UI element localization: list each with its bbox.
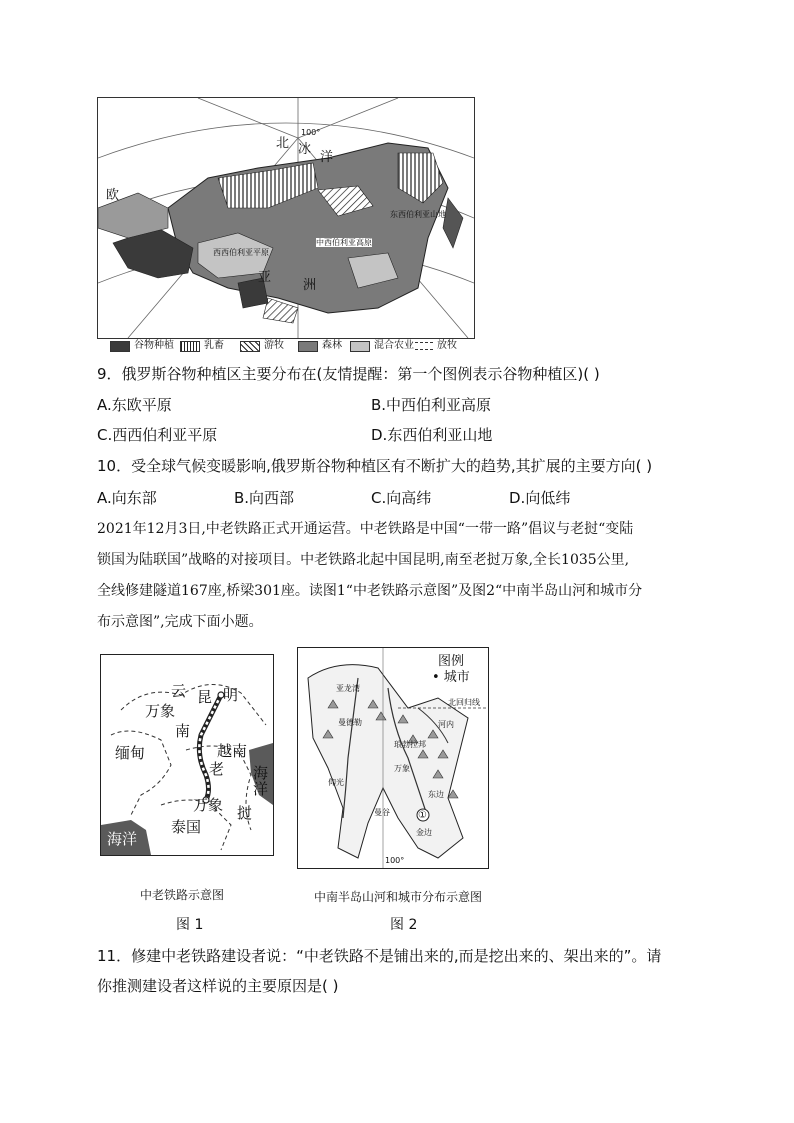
fig2-tropic-label: 北回归线: [448, 698, 480, 707]
fig1-label-nan: 南: [175, 722, 191, 740]
figure-2-caption: 中南半岛山河和城市分布示意图: [314, 890, 483, 904]
fig1-label-lao: 老: [209, 760, 225, 778]
figure-1-caption: 中老铁路示意图: [140, 888, 225, 902]
q11-line-2: 你推测建设者这样说的主要原因是( ): [97, 977, 339, 995]
nomadic-swatch-icon: [240, 341, 260, 352]
fig2-city: 河内: [438, 720, 454, 729]
figure-1-label: 图 1: [176, 917, 204, 933]
fig2-city: 金边: [416, 828, 432, 837]
fig2-lon-label: 100°: [385, 856, 405, 865]
fig2-city: 仰光: [328, 778, 344, 787]
fig1-label-yuenan: 越南: [217, 742, 248, 760]
q11-line-1: 11．修建中老铁路建设者说：“中老铁路不是铺出来的,而是挖出来的、架出来的”。请: [97, 947, 662, 965]
q9-option-d[interactable]: D.东西伯利亚山地: [371, 426, 493, 444]
fig2-city: 亚龙湾: [336, 684, 360, 693]
grazing-swatch-icon: [415, 342, 433, 350]
q10-option-b[interactable]: B.向西部: [234, 489, 295, 507]
label-bing: 冰: [298, 142, 312, 157]
label-bei: 北: [276, 136, 290, 151]
russia-map-legend: [110, 340, 470, 354]
legend-grazing: [415, 340, 457, 352]
q9-option-c[interactable]: C.西西伯利亚平原: [97, 426, 218, 444]
figure-1-railway-map: [100, 654, 274, 856]
fig1-label-kun: 昆: [197, 688, 213, 706]
fig1-label-haiyang-left: 海洋: [107, 830, 138, 848]
fig1-label-wanxiang: 万象: [193, 796, 224, 814]
russia-agriculture-map: [97, 97, 475, 339]
label-ya: 亚: [258, 270, 272, 285]
label-ou: 欧: [106, 188, 120, 203]
q10-option-a[interactable]: A.向东部: [97, 489, 157, 507]
passage-line-2: 锁国为陆联国”战略的对接项目。中老铁路北起中国昆明,南至老挝万象,全长1035公里,: [97, 552, 630, 568]
fig2-city: 东边: [428, 790, 444, 799]
fig1-label-wanxiang-top: 万象: [145, 702, 176, 720]
q9-option-a[interactable]: A.东欧平原: [97, 396, 172, 414]
label-lon: 100°: [301, 128, 321, 137]
legend-label: 谷物种植: [134, 340, 174, 351]
fig2-city: 曼德勒: [338, 718, 362, 727]
legend-mixed: [350, 340, 414, 352]
fig1-label-wo: 挝: [237, 804, 253, 822]
legend-label: 混合农业: [374, 340, 414, 351]
label-plateau: 中西伯利亚高原: [316, 238, 372, 247]
legend-forest: [298, 340, 342, 352]
figure-2-label: 图 2: [390, 917, 418, 933]
forest-swatch-icon: [298, 341, 318, 352]
legend-label: 森林: [322, 340, 342, 351]
legend-nomadic: [240, 340, 284, 352]
q9-option-b[interactable]: B.中西伯利亚高原: [371, 396, 492, 414]
dairy-swatch-icon: [180, 341, 200, 352]
label-east-mtn: 东西伯利亚山地: [390, 210, 446, 219]
q10-option-c[interactable]: C.向高纬: [371, 489, 432, 507]
fig2-city: 琅勃拉邦: [394, 740, 426, 749]
mixed-swatch-icon: [350, 341, 370, 352]
q10-question: 10．受全球气候变暖影响,俄罗斯谷物种植区有不断扩大的趋势,其扩展的主要方向( ): [97, 457, 653, 475]
fig1-label-yun: 云: [171, 682, 187, 700]
q10-option-d[interactable]: D.向低纬: [509, 489, 571, 507]
label-plain: 西西伯利亚平原: [213, 248, 269, 257]
passage-line-3: 全线修建隧道167座,桥梁301座。读图1“中老铁路示意图”及图2“中南半岛山河和城市分: [97, 583, 643, 599]
fig1-label-taiguo: 泰国: [171, 818, 202, 836]
legend-grain: [110, 340, 174, 352]
grain-swatch-icon: [110, 341, 130, 352]
fig2-legend-city: • 城市: [432, 670, 470, 685]
passage-line-1: 2021年12月3日,中老铁路正式开通运营。中老铁路是中国“一带一路”倡议与老挝“变陆: [97, 521, 634, 537]
q9-question: 9．俄罗斯谷物种植区主要分布在(友情提醒：第一个图例表示谷物种植区)( ): [97, 365, 600, 383]
fig1-label-haiyang-right: 海 洋: [253, 764, 269, 798]
legend-label: 游牧: [264, 340, 284, 351]
label-zhou: 洲: [303, 278, 317, 293]
legend-label: 乳畜: [204, 340, 224, 351]
fig1-label-ming: 明: [223, 686, 239, 704]
passage-line-4: 布示意图”,完成下面小题。: [97, 614, 263, 630]
label-yang: 洋: [320, 150, 334, 165]
fig2-circle-marker: ①: [418, 810, 427, 821]
figure-2-indochina-map: [297, 647, 489, 869]
fig2-city: 万象: [394, 764, 410, 773]
legend-label: 放牧: [437, 340, 457, 351]
fig2-legend-title: 图例: [438, 654, 465, 669]
fig2-city: 曼谷: [374, 808, 390, 817]
legend-dairy: [180, 340, 224, 352]
fig1-label-miandian: 缅甸: [115, 744, 146, 762]
